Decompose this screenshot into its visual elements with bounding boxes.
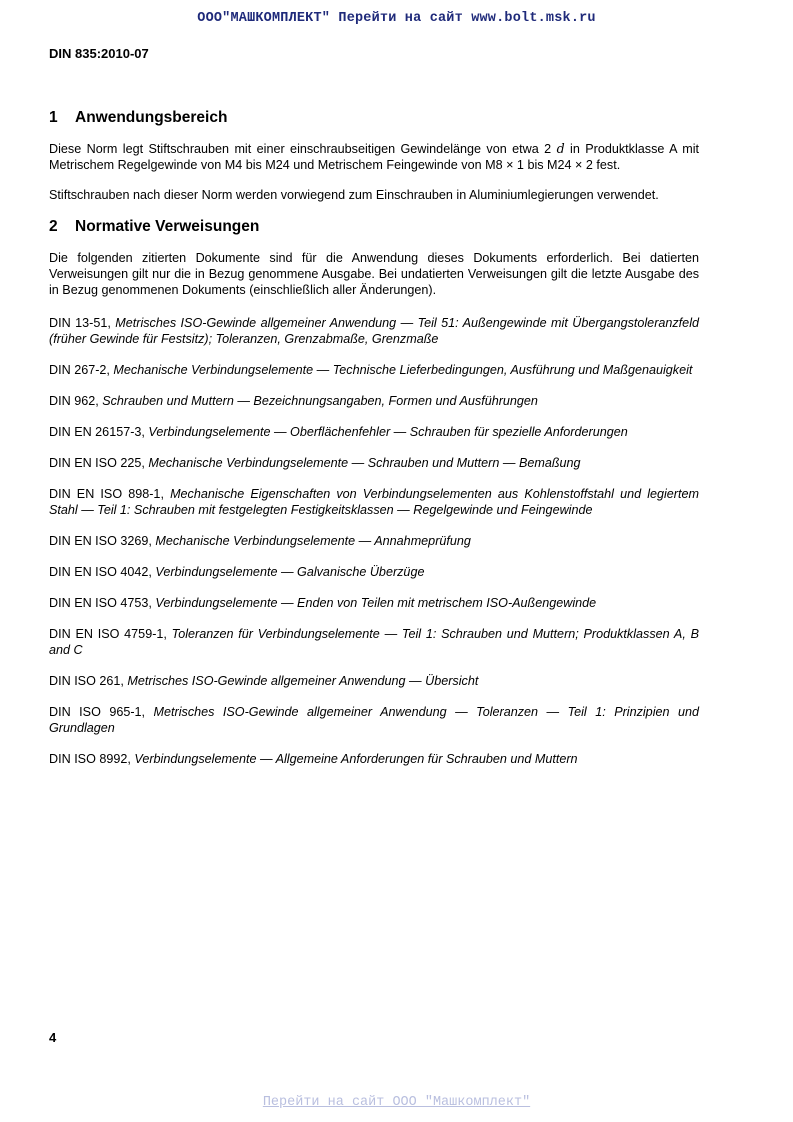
reference-code: DIN EN 26157-3, bbox=[49, 425, 149, 439]
reference-code: DIN EN ISO 3269, bbox=[49, 534, 156, 548]
reference-code: DIN 962, bbox=[49, 394, 103, 408]
reference-item bbox=[49, 673, 699, 689]
scope-paragraph-1 bbox=[49, 141, 699, 173]
reference-item bbox=[49, 362, 699, 378]
page-number: 4 bbox=[49, 1030, 57, 1045]
reference-item bbox=[49, 424, 699, 440]
reference-title: Metrisches ISO-Gewinde allgemeiner Anwendung — Toleranzen — Teil 1: Prinzipien und Grundlagen bbox=[49, 705, 699, 735]
reference-title: Mechanische Verbindungselemente — Technische Lieferbedingungen, Ausführung und Maßgenauigkeit bbox=[113, 363, 693, 377]
reference-item bbox=[49, 564, 699, 580]
reference-code: DIN EN ISO 898-1, bbox=[49, 487, 171, 501]
reference-title: Mechanische Verbindungselemente — Schrauben und Muttern — Bemaßung bbox=[148, 456, 581, 470]
reference-item bbox=[49, 533, 699, 549]
reference-code: DIN EN ISO 225, bbox=[49, 456, 149, 470]
reference-item bbox=[49, 626, 699, 658]
reference-title: Verbindungselemente — Enden von Teilen mit metrischem ISO-Außengewinde bbox=[155, 596, 597, 610]
reference-item bbox=[49, 455, 699, 471]
header-banner-link[interactable]: ООО"МАШКОМПЛЕКТ" Перейти на сайт www.bolt.msk.ru bbox=[197, 11, 596, 26]
section-1-heading bbox=[49, 108, 699, 128]
document-code: DIN 835:2010-07 bbox=[49, 46, 149, 61]
reference-code: DIN EN ISO 4753, bbox=[49, 596, 156, 610]
reference-title: Metrisches ISO-Gewinde allgemeiner Anwendung — Teil 51: Außengewinde mit Übergangstoleranzfeld (früher Gewinde für Festsitz); Toleranzen, Grenzabmaße, Grenzmaße bbox=[49, 316, 699, 346]
reference-code: DIN EN ISO 4759-1, bbox=[49, 627, 172, 641]
footer-site-link[interactable]: Перейти на сайт ООО "Машкомплект" bbox=[262, 1095, 531, 1110]
section-1-number: 1 bbox=[49, 109, 58, 126]
reference-title: Metrisches ISO-Gewinde allgemeiner Anwendung — Übersicht bbox=[127, 674, 479, 688]
reference-title: Mechanische Eigenschaften von Verbindungselementen aus Kohlenstoffstahl und legiertem Stahl — Teil 1: Schrauben mit festgelegten Festigkeitsklassen — Regelgewinde und Feingewinde bbox=[49, 487, 699, 517]
references-intro: Die folgenden zitierten Dokumente sind für die Anwendung dieses Dokuments erforderlich. Bei datierten Verweisungen gilt nur die in Bezug genommene Ausgabe. Bei undatierten Verweisungen gilt die letzte Ausgabe des in Bezug genommenen Dokuments (einschließlich aller Änderungen). bbox=[49, 251, 699, 297]
section-2-number: 2 bbox=[49, 218, 58, 235]
reference-code: DIN ISO 965-1, bbox=[49, 705, 154, 719]
section-2-heading bbox=[49, 217, 699, 237]
reference-title: Mechanische Verbindungselemente — Annahmeprüfung bbox=[155, 534, 471, 548]
reference-title: Toleranzen für Verbindungselemente — Teil 1: Schrauben und Muttern; Produktklassen A, B and C bbox=[49, 627, 699, 657]
scope-symbol-d: d bbox=[556, 141, 565, 156]
reference-item bbox=[49, 595, 699, 611]
reference-item bbox=[49, 315, 699, 347]
reference-item bbox=[49, 751, 699, 767]
scope-text-a: Diese Norm legt Stiftschrauben mit einer einschraubseitigen Gewindelänge von etwa 2 bbox=[49, 142, 552, 156]
reference-title: Verbindungselemente — Galvanische Überzüge bbox=[155, 565, 425, 579]
reference-code: DIN 267-2, bbox=[49, 363, 114, 377]
scope-text-b: in Produktklasse A mit Metrischem Regelgewinde von M4 bis M24 und Metrischem Feingewinde von M8 × 1 bis M24 × 2 fest. bbox=[49, 142, 699, 172]
reference-code: DIN EN ISO 4042, bbox=[49, 565, 156, 579]
reference-code: DIN ISO 261, bbox=[49, 674, 128, 688]
document-content bbox=[49, 108, 699, 782]
reference-code: DIN ISO 8992, bbox=[49, 752, 135, 766]
reference-item bbox=[49, 486, 699, 518]
section-1-title: Anwendungsbereich bbox=[75, 109, 228, 126]
reference-item bbox=[49, 704, 699, 736]
reference-title: Verbindungselemente — Oberflächenfehler — Schrauben für spezielle Anforderungen bbox=[148, 425, 628, 439]
reference-code: DIN 13-51, bbox=[49, 316, 116, 330]
reference-title: Verbindungselemente — Allgemeine Anforderungen für Schrauben und Muttern bbox=[134, 752, 578, 766]
section-2-title: Normative Verweisungen bbox=[75, 218, 260, 235]
reference-list bbox=[49, 315, 699, 767]
scope-paragraph-2: Stiftschrauben nach dieser Norm werden vorwiegend zum Einschrauben in Aluminiumlegierungen verwendet. bbox=[49, 188, 659, 202]
reference-item bbox=[49, 393, 699, 409]
reference-title: Schrauben und Muttern — Bezeichnungsangaben, Formen und Ausführungen bbox=[102, 394, 538, 408]
